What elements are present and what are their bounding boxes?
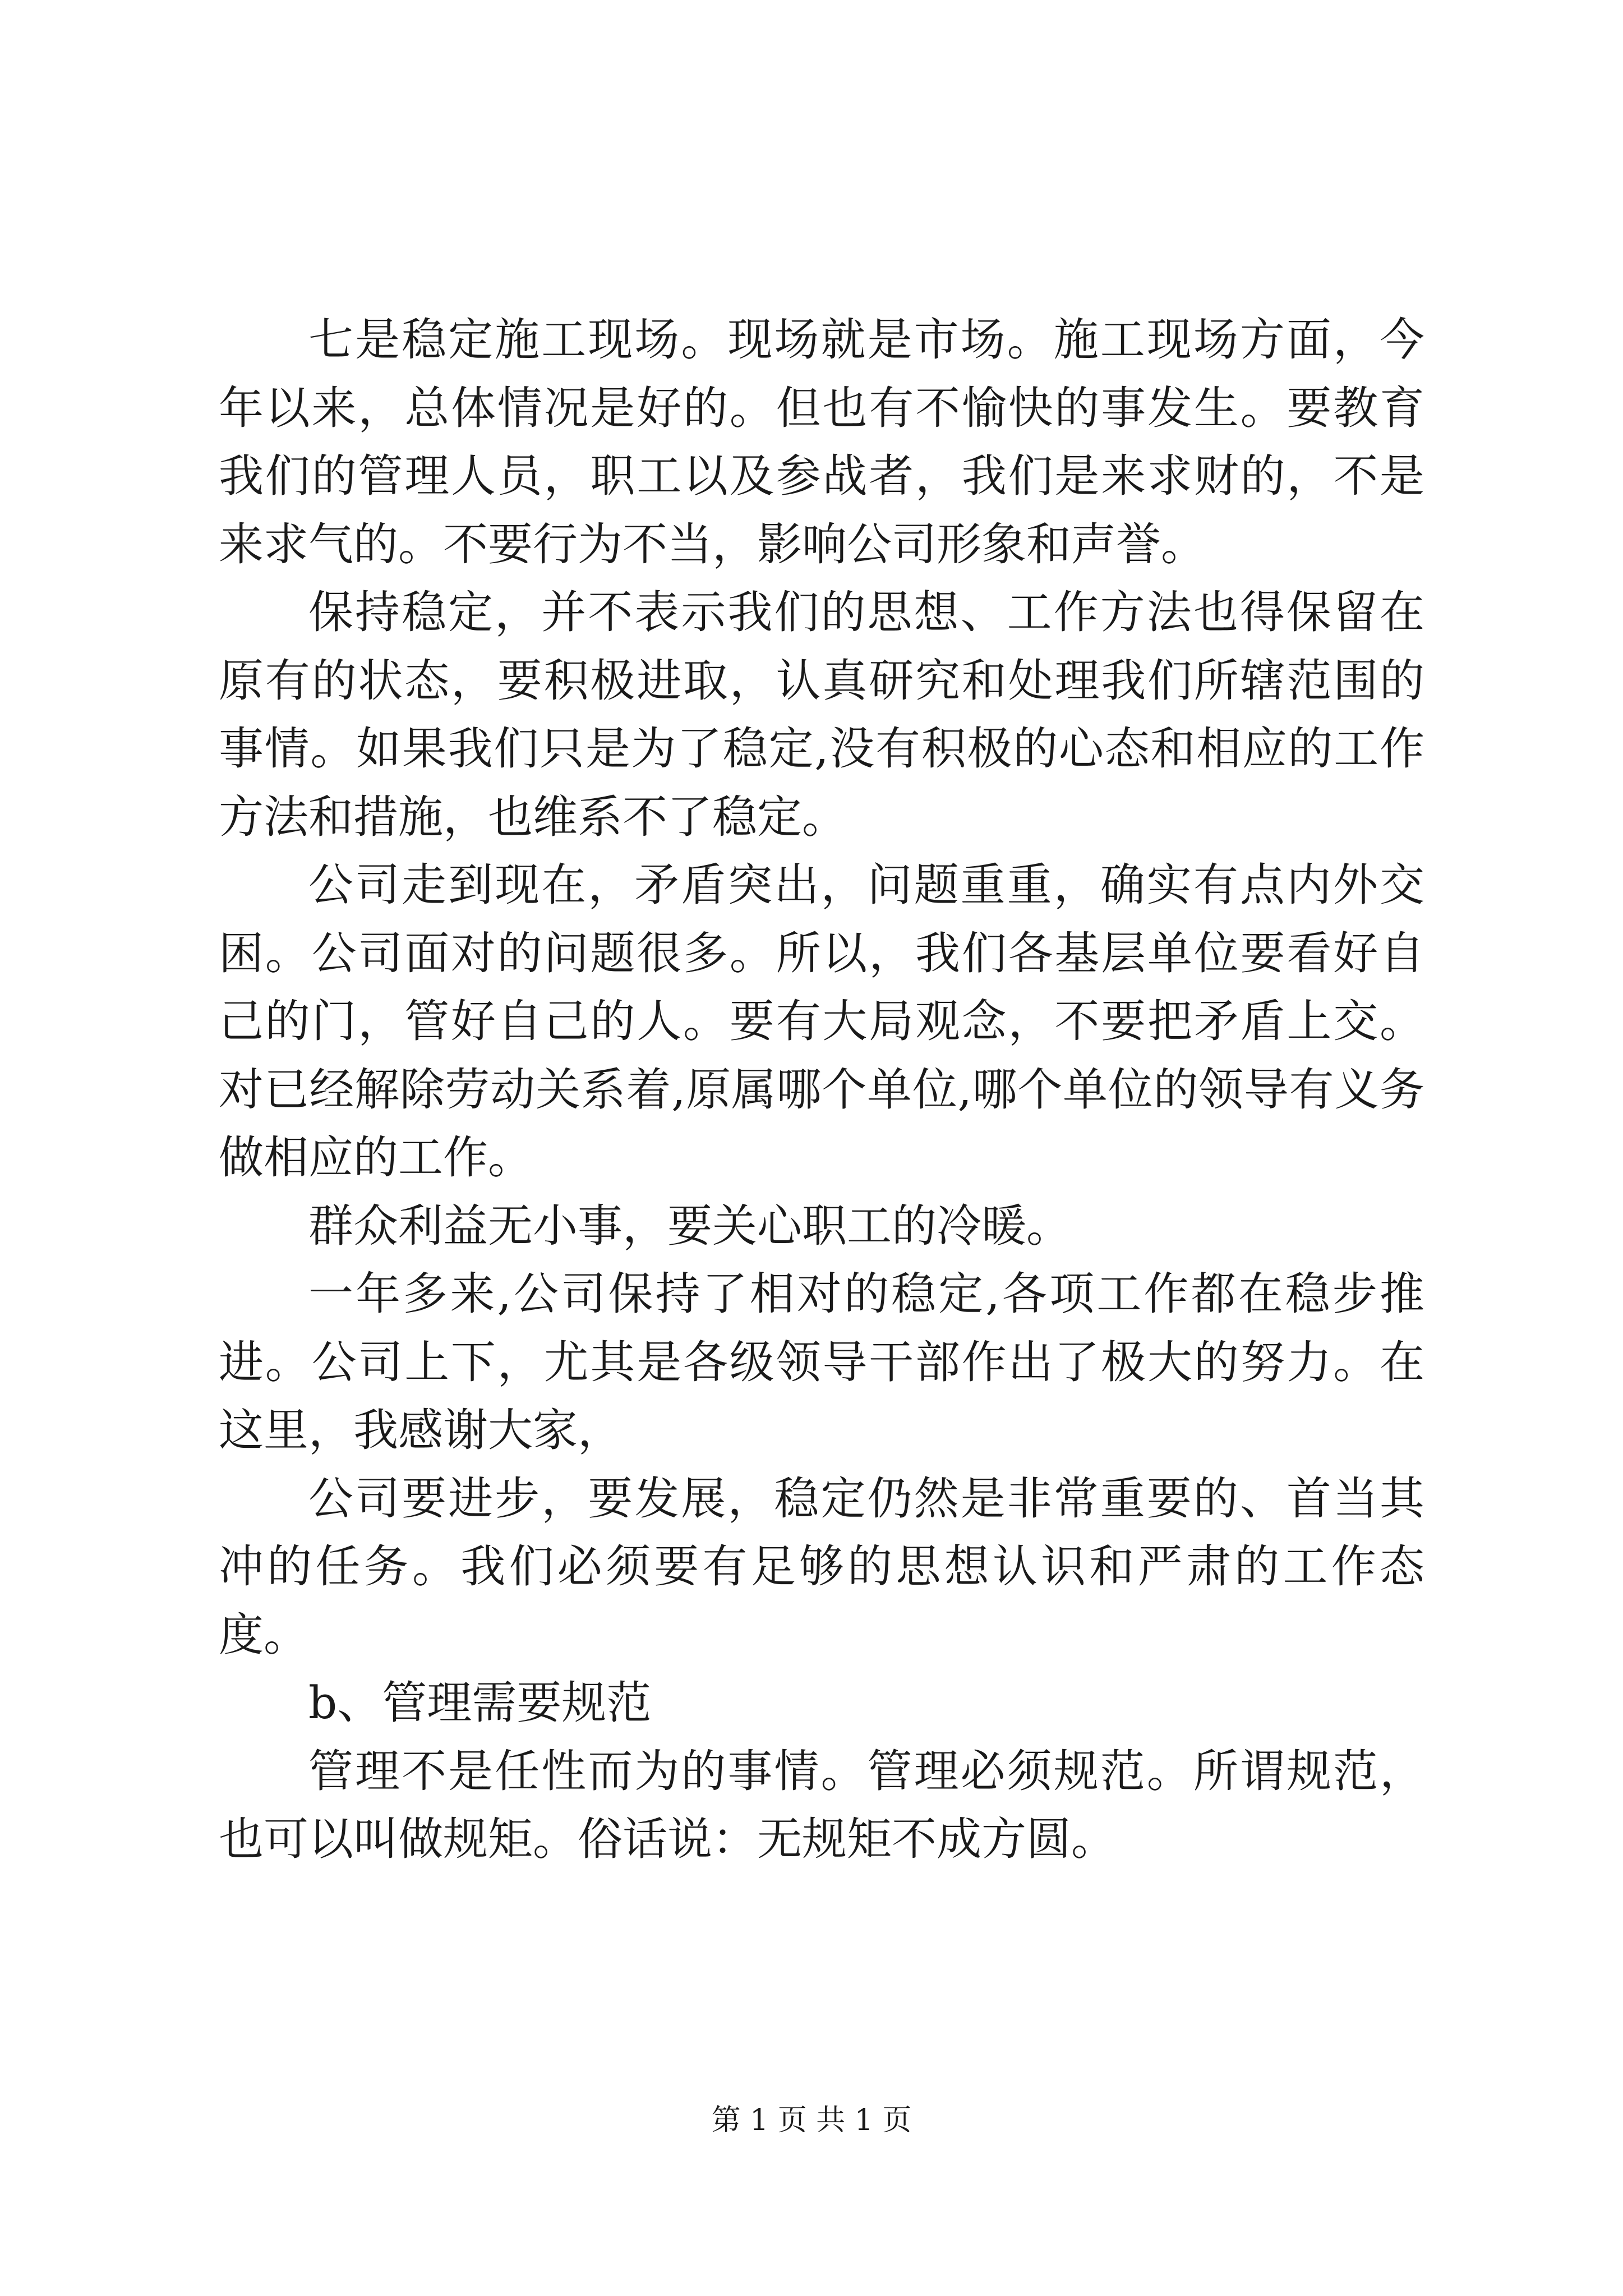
paragraph-5: 一年多来,公司保持了相对的稳定,各项工作都在稳步推进。公司上下，尤其是各级领导干部作出了极大的努力。在这里，我感谢大家， bbox=[219, 1268, 1424, 1456]
paragraph-7: 管理不是任性而为的事情。管理必须规范。所谓规范，也可以叫做规矩。俗话说：无规矩不成方圆。 bbox=[219, 1745, 1424, 1865]
paragraph-1: 七是稳定施工现场。现场就是市场。施工现场方面，今年以来，总体情况是好的。但也有不愉快的事发生。要教育我们的管理人员，职工以及参战者，我们是来求财的，不是来求气的。不要行为不当，影响公司形象和声誉。 bbox=[219, 314, 1424, 570]
paragraph-3: 公司走到现在，矛盾突出，问题重重，确实有点内外交困。公司面对的问题很多。所以，我们各基层单位要看好自己的门，管好自己的人。要有大局观念，不要把矛盾上交。对已经解除劳动关系着,原属哪个单位,哪个单位的领导有义务做相应的工作。 bbox=[219, 859, 1424, 1184]
section-heading: b、管理需要规范 bbox=[308, 1677, 652, 1729]
page-footer: 第 1 页 共 1 页 bbox=[711, 2104, 912, 2137]
paragraph-4: 群众利益无小事，要关心职工的冷暖。 bbox=[308, 1199, 1071, 1252]
document-body bbox=[219, 306, 1424, 1874]
paragraph-2: 保持稳定，并不表示我们的思想、工作方法也得保留在原有的状态，要积极进取，认真研究和处理我们所辖范围的事情。如果我们只是为了稳定,没有积极的心态和相应的工作方法和措施，也维系不了稳定。 bbox=[219, 586, 1424, 843]
paragraph-6: 公司要进步，要发展，稳定仍然是非常重要的、首当其冲的任务。我们必须要有足够的思想认识和严肃的工作态度。 bbox=[219, 1472, 1424, 1661]
